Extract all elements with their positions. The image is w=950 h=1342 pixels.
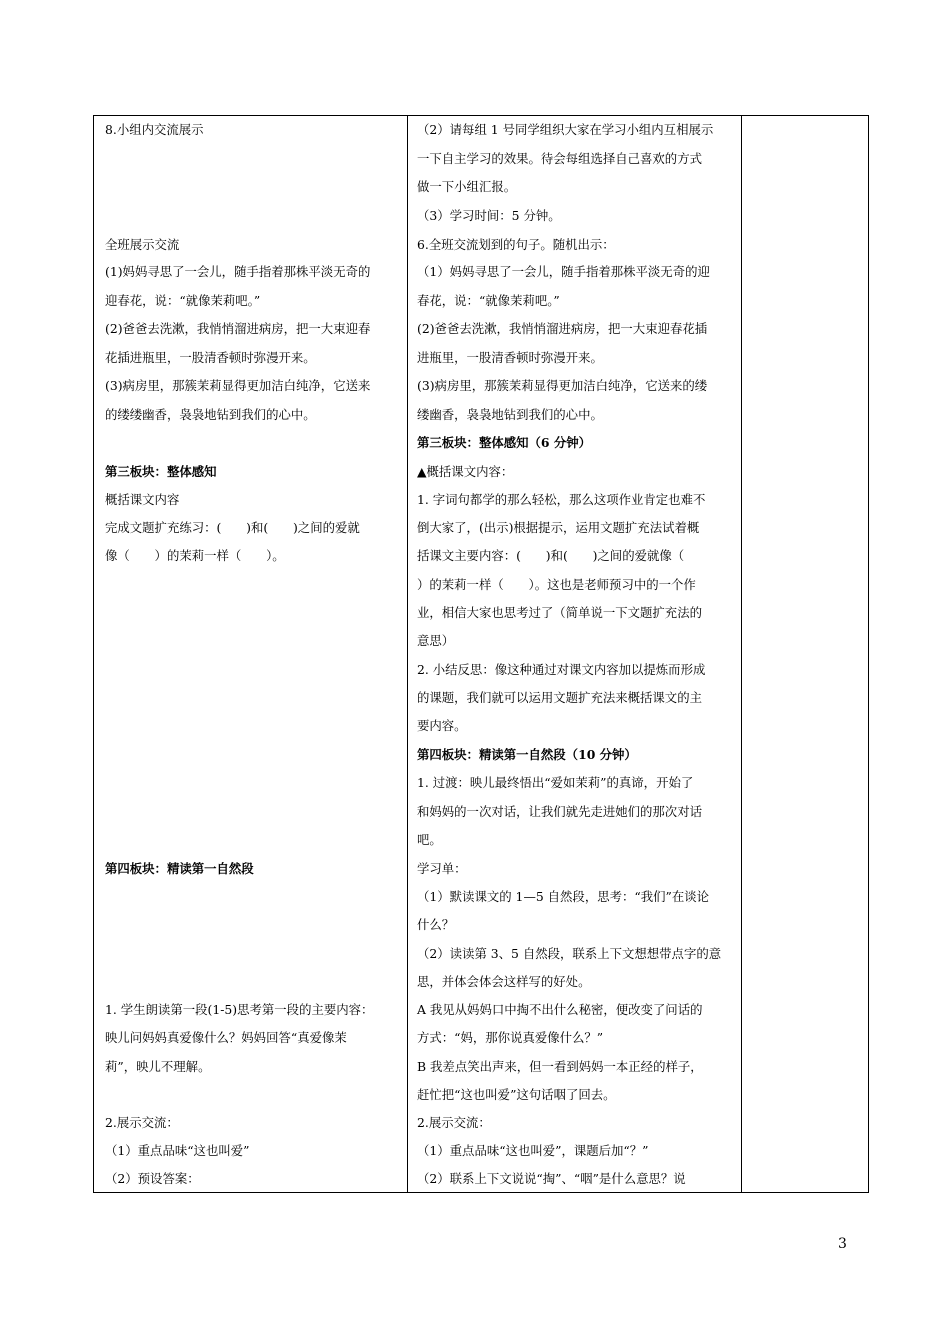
teacher-activity-column bbox=[408, 116, 742, 1192]
text-line: （2）联系上下文说说“掏”、“咽”是什么意思？说 bbox=[417, 1171, 686, 1186]
text-line: （1）重点品味“这也叫爱” bbox=[105, 1143, 250, 1158]
text-line: 进瓶里，一股清香顿时弥漫开来。 bbox=[417, 350, 603, 365]
text-line: 全班展示交流 bbox=[105, 237, 180, 252]
text-line: ▲概括课文内容： bbox=[417, 464, 514, 479]
text-line: （2）读读第 3、5 自然段，联系上下文想想带点字的意 bbox=[417, 946, 722, 961]
text-line: 概括课文内容 bbox=[105, 492, 180, 507]
student-activity-column bbox=[94, 116, 408, 1192]
section-heading: 第四板块：精读第一自然段（10 分钟） bbox=[417, 747, 637, 762]
text-line: 迎春花，说：“就像茉莉吧。” bbox=[105, 293, 261, 308]
text-line: 的课题，我们就可以运用文题扩充法来概括课文的主 bbox=[417, 690, 702, 705]
text-line: （1）重点品味“这也叫爱”，课题后加“？” bbox=[417, 1143, 649, 1158]
text-line: 思，并体会体会这样写的好处。 bbox=[417, 974, 591, 989]
text-line: （1）默读课文的 1—5 自然段，思考：“我们”在谈论 bbox=[417, 889, 710, 904]
text-line: 什么？ bbox=[417, 917, 455, 932]
text-line: 做一下小组汇报。 bbox=[417, 179, 517, 194]
lesson-plan-table bbox=[93, 115, 869, 1193]
text-line: 1. 过渡：映儿最终悟出“爱如茉莉”的真谛，开始了 bbox=[417, 775, 694, 790]
text-line: 像（ ）的茉莉一样（ ）。 bbox=[105, 548, 285, 563]
text-line: 括课文主要内容：( )和( )之间的爱就像（ bbox=[417, 548, 685, 563]
text-line: 6.全班交流划到的句子。随机出示： bbox=[417, 237, 615, 252]
text-line: （3）学习时间：5 分钟。 bbox=[417, 208, 561, 223]
text-line: 一下自主学习的效果。待会每组选择自己喜欢的方式 bbox=[417, 151, 702, 166]
text-line: 1. 字词句都学的那么轻松，那么这项作业肯定也难不 bbox=[417, 492, 706, 507]
text-line: (2)爸爸去洗漱，我悄悄溜进病房，把一大束迎春 bbox=[105, 321, 371, 336]
text-line: (3)病房里，那簇茉莉显得更加洁白纯净，它送来的缕 bbox=[417, 378, 708, 393]
text-line: A 我见从妈妈口中掏不出什么秘密，便改变了问话的 bbox=[417, 1002, 703, 1017]
section-heading: 第三板块：整体感知（6 分钟） bbox=[417, 435, 592, 450]
page-number: 3 bbox=[838, 1236, 847, 1252]
text-line: 2.展示交流： bbox=[417, 1115, 491, 1130]
text-line: 赶忙把“这也叫爱”这句话咽了回去。 bbox=[417, 1087, 616, 1102]
text-line: 倒大家了，(出示)根据提示，运用文题扩充法试着概 bbox=[417, 520, 700, 535]
text-line: 2. 小结反思：像这种通过对课文内容加以提炼而形成 bbox=[417, 662, 706, 677]
text-line: 学习单： bbox=[417, 861, 467, 876]
text-line: 花插进瓶里，一股清香顿时弥漫开来。 bbox=[105, 350, 316, 365]
text-line: 和妈妈的一次对话，让我们就先走进她们的那次对话 bbox=[417, 804, 702, 819]
text-line: 业，相信大家也思考过了（简单说一下文题扩充法的 bbox=[417, 605, 702, 620]
text-line: B 我差点笑出声来，但一看到妈妈一本正经的样子， bbox=[417, 1059, 703, 1074]
text-line: 意思） bbox=[417, 633, 455, 648]
text-line: 莉”，映儿不理解。 bbox=[105, 1059, 211, 1074]
text-line: 2.展示交流： bbox=[105, 1115, 179, 1130]
notes-column bbox=[742, 116, 868, 1192]
text-line: 完成文题扩充练习：( )和( )之间的爱就 bbox=[105, 520, 360, 535]
text-line: 8.小组内交流展示 bbox=[105, 122, 204, 137]
text-line: （2）预设答案： bbox=[105, 1171, 200, 1186]
text-line: 要内容。 bbox=[417, 718, 467, 733]
text-line: （2）请每组 1 号同学组织大家在学习小组内互相展示 bbox=[417, 122, 714, 137]
text-line: (2)爸爸去洗漱，我悄悄溜进病房，把一大束迎春花插 bbox=[417, 321, 708, 336]
text-line: 缕幽香，袅袅地钻到我们的心中。 bbox=[417, 407, 603, 422]
text-line: 的缕缕幽香，袅袅地钻到我们的心中。 bbox=[105, 407, 316, 422]
text-line: 吧。 bbox=[417, 832, 442, 847]
text-line: （1）妈妈寻思了一会儿，随手指着那株平淡无奇的迎 bbox=[417, 264, 710, 279]
text-line: 映儿问妈妈真爱像什么？妈妈回答“真爱像茉 bbox=[105, 1030, 347, 1045]
text-line: 春花，说：“就像茉莉吧。” bbox=[417, 293, 560, 308]
text-line: ）的茉莉一样（ ）。这也是老师预习中的一个作 bbox=[417, 577, 696, 592]
text-line: (1)妈妈寻思了一会儿，随手指着那株平淡无奇的 bbox=[105, 264, 371, 279]
text-line: (3)病房里，那簇茉莉显得更加洁白纯净，它送来 bbox=[105, 378, 371, 393]
text-line: 1. 学生朗读第一段(1-5)思考第一段的主要内容： bbox=[105, 1002, 374, 1017]
section-heading: 第四板块：精读第一自然段 bbox=[105, 861, 254, 876]
text-line: 方式：“妈，那你说真爱像什么？” bbox=[417, 1030, 604, 1045]
section-heading: 第三板块：整体感知 bbox=[105, 464, 217, 479]
